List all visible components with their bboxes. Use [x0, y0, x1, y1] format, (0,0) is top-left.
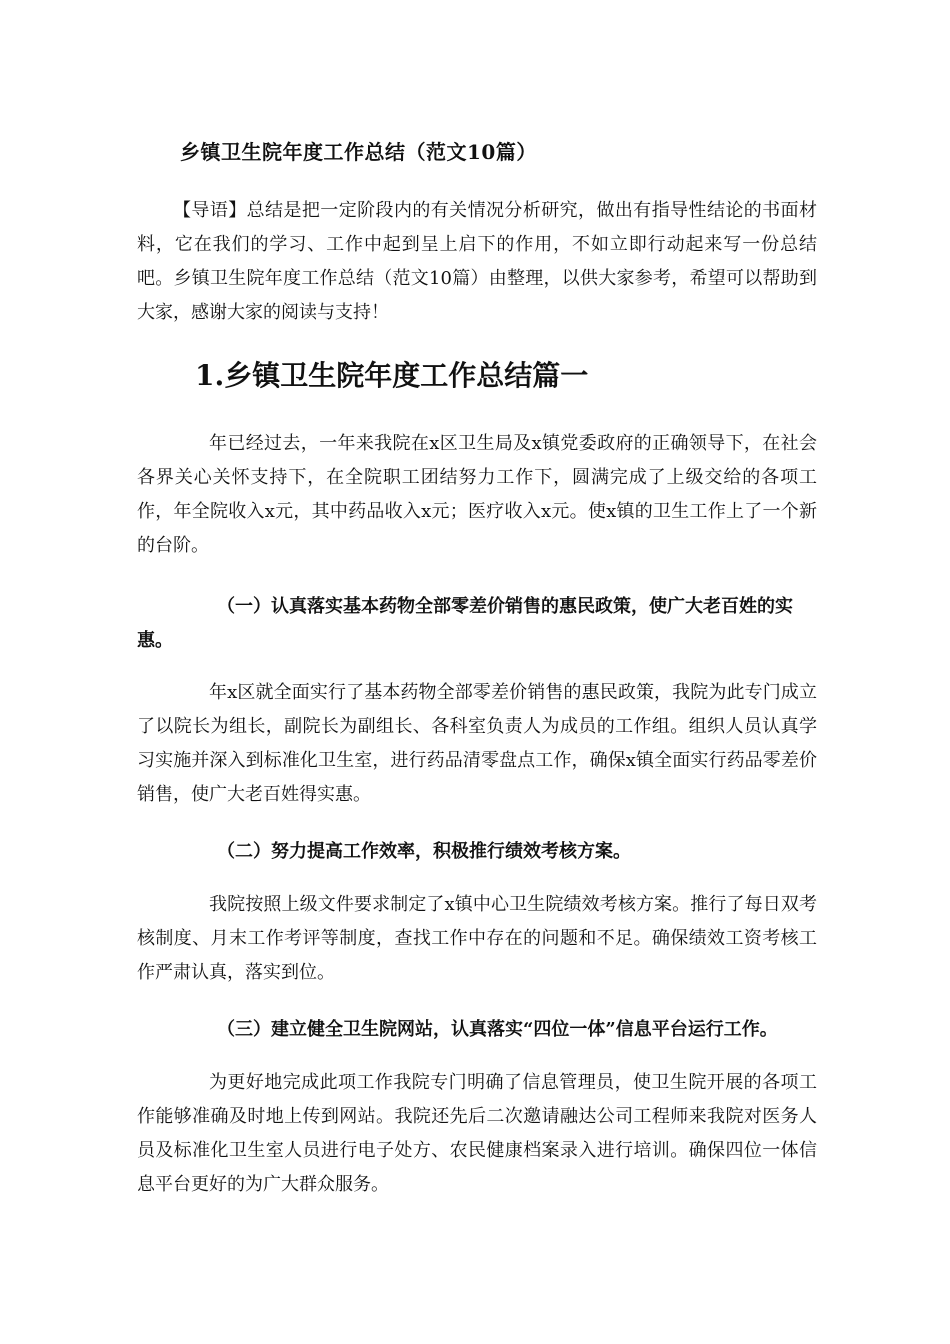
sub-heading-2: （二）努力提高工作效率，积极推行绩效考核方案。 — [217, 841, 631, 862]
intro-paragraph: 【导语】总结是把一定阶段内的有关情况分析研究，做出有指导性结论的书面材料，它在我们的学习、工作中起到呈上启下的作用，不如立即行动起来写一份总结吧。乡镇卫生院年度工作总结（范文10篇）由整理，以供大家参考，希望可以帮助到大家，感谢大家的阅读与支持！ — [137, 200, 817, 323]
sub-body-2: 我院按照上级文件要求制定了x镇中心卫生院绩效考核方案。推行了每日双考核制度、月末工作考评等制度，查找工作中存在的问题和不足。确保绩效工资考核工作严肃认真，落实到位。 — [137, 894, 817, 983]
sub-body-1: 年x区就全面实行了基本药物全部零差价销售的惠民政策，我院为此专门成立了以院长为组长，副院长为副组长、各科室负责人为成员的工作组。组织人员认真学习实施并深入到标准化卫生室，进行药品清零盘点工作，确保x镇全面实行药品零差价销售，使广大老百姓得实惠。 — [137, 682, 817, 805]
sub-heading-3: （三）建立健全卫生院网站，认真落实“四位一体”信息平台运行工作。 — [217, 1019, 778, 1040]
sub-heading-1: （一）认真落实基本药物全部零差价销售的惠民政策，使广大老百姓的实惠。 — [137, 596, 793, 651]
document-title: 乡镇卫生院年度工作总结（范文10篇） — [180, 140, 537, 164]
section-opening-paragraph: 年已经过去，一年来我院在x区卫生局及x镇党委政府的正确领导下，在社会各界关心关怀支持下，在全院职工团结努力工作下，圆满完成了上级交给的各项工作，年全院收入x元，其中药品收入x元；医疗收入x元。使x镇的卫生工作上了一个新的台阶。 — [137, 433, 817, 556]
section-heading: 1.乡镇卫生院年度工作总结篇一 — [195, 359, 589, 392]
sub-body-3: 为更好地完成此项工作我院专门明确了信息管理员，使卫生院开展的各项工作能够准确及时地上传到网站。我院还先后二次邀请融达公司工程师来我院对医务人员及标准化卫生室人员进行电子处方、农民健康档案录入进行培训。确保四位一体信息平台更好的为广大群众服务。 — [137, 1072, 817, 1195]
